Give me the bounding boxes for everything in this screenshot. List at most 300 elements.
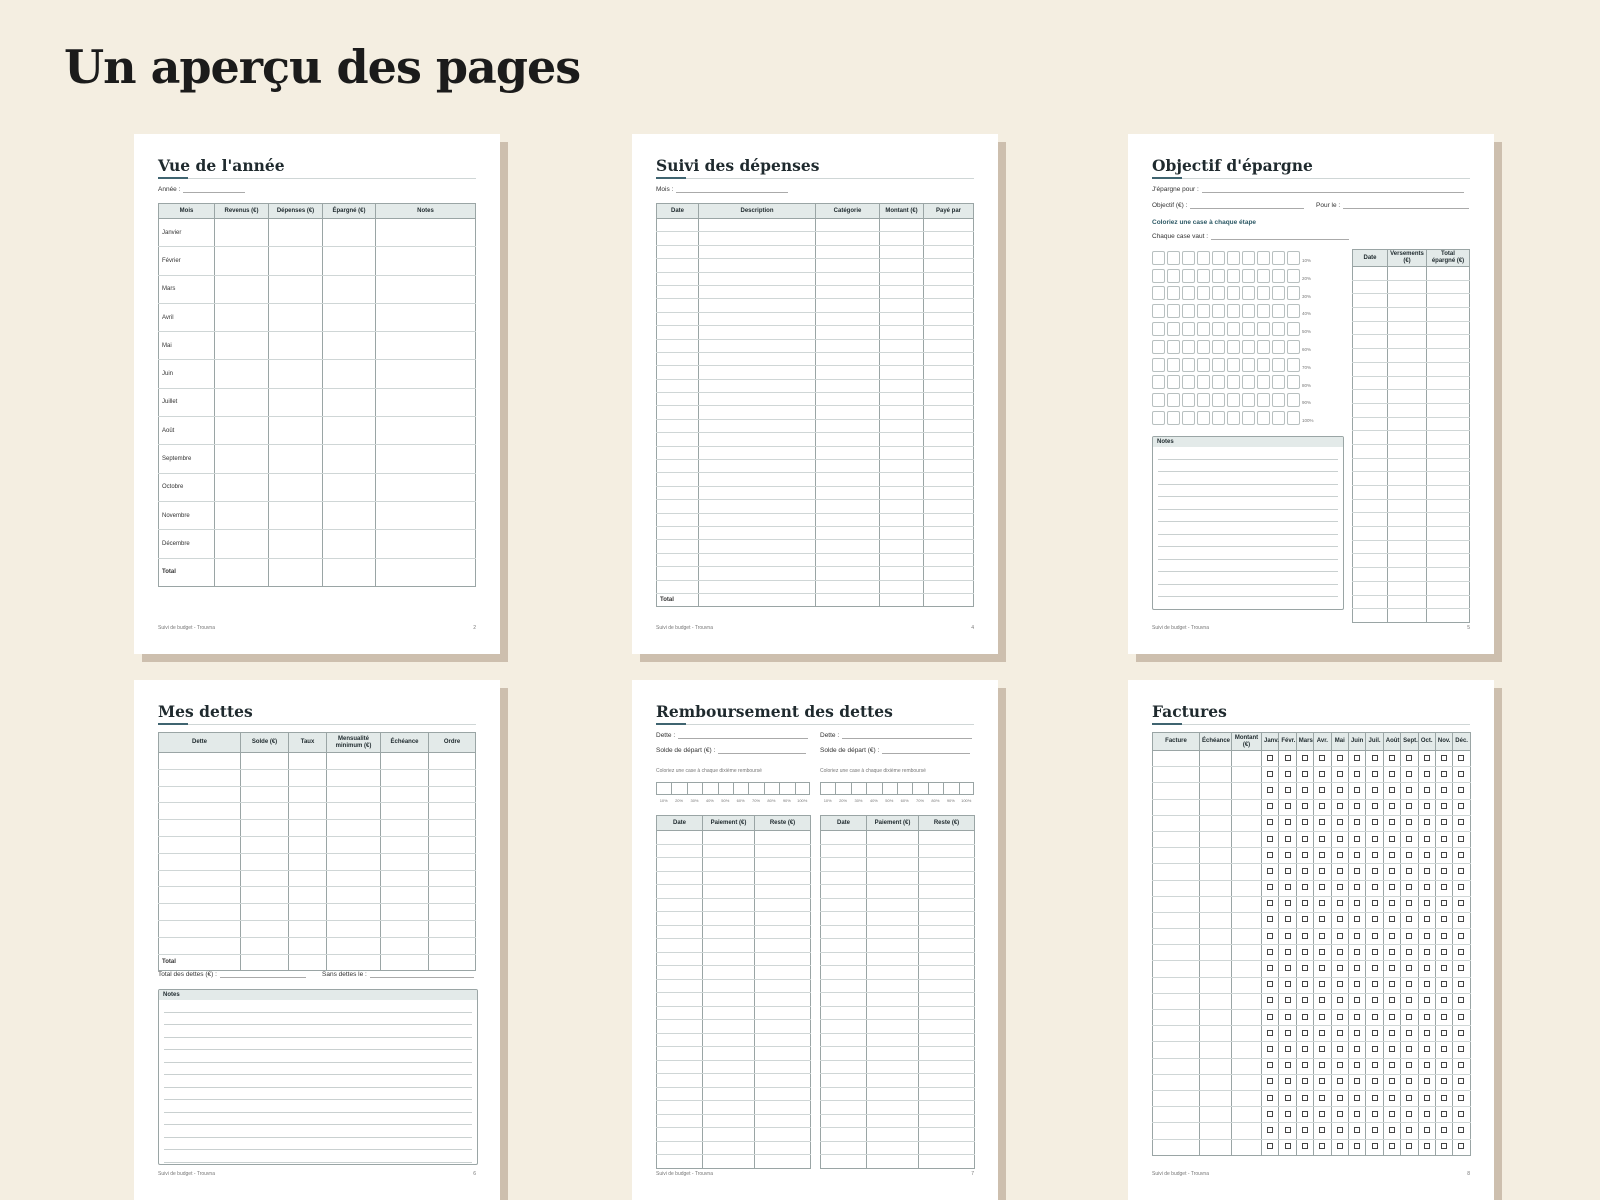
paid-checkbox[interactable] — [1372, 916, 1378, 922]
paid-checkbox[interactable] — [1285, 787, 1291, 793]
paid-checkbox[interactable] — [1319, 1143, 1325, 1149]
paid-checkbox[interactable] — [1285, 819, 1291, 825]
paid-checkbox[interactable] — [1389, 868, 1395, 874]
paid-checkbox[interactable] — [1389, 1014, 1395, 1020]
paid-checkbox[interactable] — [1319, 755, 1325, 761]
paid-checkbox[interactable] — [1441, 900, 1447, 906]
savings-box[interactable] — [1257, 304, 1270, 318]
savings-box[interactable] — [1272, 411, 1285, 425]
paid-checkbox[interactable] — [1372, 900, 1378, 906]
paid-checkbox[interactable] — [1319, 868, 1325, 874]
savings-box[interactable] — [1197, 340, 1210, 354]
paid-checkbox[interactable] — [1354, 771, 1360, 777]
savings-box[interactable] — [1212, 340, 1225, 354]
savings-box[interactable] — [1182, 340, 1195, 354]
paid-checkbox[interactable] — [1389, 787, 1395, 793]
paid-checkbox[interactable] — [1406, 803, 1412, 809]
paid-checkbox[interactable] — [1267, 997, 1273, 1003]
paid-checkbox[interactable] — [1319, 916, 1325, 922]
savings-box[interactable] — [1182, 286, 1195, 300]
paid-checkbox[interactable] — [1319, 1046, 1325, 1052]
paid-checkbox[interactable] — [1319, 1014, 1325, 1020]
savings-box[interactable] — [1167, 393, 1180, 407]
paid-checkbox[interactable] — [1406, 1078, 1412, 1084]
paid-checkbox[interactable] — [1441, 884, 1447, 890]
paid-checkbox[interactable] — [1458, 916, 1464, 922]
paid-checkbox[interactable] — [1458, 997, 1464, 1003]
paid-checkbox[interactable] — [1441, 965, 1447, 971]
paid-checkbox[interactable] — [1319, 1030, 1325, 1036]
paid-checkbox[interactable] — [1337, 1078, 1343, 1084]
savings-box[interactable] — [1272, 340, 1285, 354]
paid-checkbox[interactable] — [1302, 787, 1308, 793]
paid-checkbox[interactable] — [1267, 803, 1273, 809]
paid-checkbox[interactable] — [1458, 1111, 1464, 1117]
paid-checkbox[interactable] — [1285, 1046, 1291, 1052]
paid-checkbox[interactable] — [1458, 803, 1464, 809]
paid-checkbox[interactable] — [1354, 933, 1360, 939]
progress-box[interactable] — [671, 782, 686, 795]
paid-checkbox[interactable] — [1424, 949, 1430, 955]
paid-checkbox[interactable] — [1302, 1095, 1308, 1101]
paid-checkbox[interactable] — [1406, 836, 1412, 842]
paid-checkbox[interactable] — [1458, 1014, 1464, 1020]
paid-checkbox[interactable] — [1337, 755, 1343, 761]
paid-checkbox[interactable] — [1406, 1095, 1412, 1101]
paid-checkbox[interactable] — [1458, 836, 1464, 842]
paid-checkbox[interactable] — [1424, 819, 1430, 825]
savings-box[interactable] — [1227, 358, 1240, 372]
savings-box[interactable] — [1227, 375, 1240, 389]
paid-checkbox[interactable] — [1354, 1078, 1360, 1084]
savings-box[interactable] — [1212, 411, 1225, 425]
paid-checkbox[interactable] — [1354, 997, 1360, 1003]
paid-checkbox[interactable] — [1424, 803, 1430, 809]
paid-checkbox[interactable] — [1319, 1095, 1325, 1101]
savings-box[interactable] — [1287, 340, 1300, 354]
paid-checkbox[interactable] — [1302, 1062, 1308, 1068]
savings-box[interactable] — [1182, 251, 1195, 265]
savings-box[interactable] — [1242, 269, 1255, 283]
savings-box[interactable] — [1257, 322, 1270, 336]
paid-checkbox[interactable] — [1319, 836, 1325, 842]
paid-checkbox[interactable] — [1302, 836, 1308, 842]
paid-checkbox[interactable] — [1337, 1014, 1343, 1020]
paid-checkbox[interactable] — [1406, 1014, 1412, 1020]
paid-checkbox[interactable] — [1337, 949, 1343, 955]
paid-checkbox[interactable] — [1424, 852, 1430, 858]
progress-box[interactable] — [912, 782, 927, 795]
paid-checkbox[interactable] — [1337, 803, 1343, 809]
paid-checkbox[interactable] — [1441, 1046, 1447, 1052]
savings-box[interactable] — [1152, 393, 1165, 407]
paid-checkbox[interactable] — [1354, 1095, 1360, 1101]
paid-checkbox[interactable] — [1372, 1143, 1378, 1149]
savings-box[interactable] — [1272, 304, 1285, 318]
progress-box[interactable] — [702, 782, 717, 795]
paid-checkbox[interactable] — [1354, 981, 1360, 987]
paid-checkbox[interactable] — [1389, 997, 1395, 1003]
paid-checkbox[interactable] — [1267, 1046, 1273, 1052]
paid-checkbox[interactable] — [1389, 1143, 1395, 1149]
paid-checkbox[interactable] — [1337, 836, 1343, 842]
paid-checkbox[interactable] — [1458, 1127, 1464, 1133]
paid-checkbox[interactable] — [1302, 819, 1308, 825]
paid-checkbox[interactable] — [1441, 949, 1447, 955]
paid-checkbox[interactable] — [1424, 1111, 1430, 1117]
savings-box[interactable] — [1152, 358, 1165, 372]
paid-checkbox[interactable] — [1337, 884, 1343, 890]
paid-checkbox[interactable] — [1337, 900, 1343, 906]
paid-checkbox[interactable] — [1302, 803, 1308, 809]
progress-box[interactable] — [718, 782, 733, 795]
paid-checkbox[interactable] — [1285, 884, 1291, 890]
paid-checkbox[interactable] — [1406, 884, 1412, 890]
paid-checkbox[interactable] — [1458, 981, 1464, 987]
paid-checkbox[interactable] — [1458, 755, 1464, 761]
paid-checkbox[interactable] — [1424, 771, 1430, 777]
savings-box[interactable] — [1212, 375, 1225, 389]
savings-box[interactable] — [1152, 340, 1165, 354]
paid-checkbox[interactable] — [1441, 1127, 1447, 1133]
paid-checkbox[interactable] — [1372, 997, 1378, 1003]
paid-checkbox[interactable] — [1319, 900, 1325, 906]
paid-checkbox[interactable] — [1406, 852, 1412, 858]
savings-box[interactable] — [1167, 304, 1180, 318]
paid-checkbox[interactable] — [1354, 884, 1360, 890]
paid-checkbox[interactable] — [1389, 1078, 1395, 1084]
paid-checkbox[interactable] — [1458, 819, 1464, 825]
savings-box[interactable] — [1182, 411, 1195, 425]
paid-checkbox[interactable] — [1302, 868, 1308, 874]
paid-checkbox[interactable] — [1302, 1046, 1308, 1052]
paid-checkbox[interactable] — [1319, 771, 1325, 777]
paid-checkbox[interactable] — [1337, 1062, 1343, 1068]
progress-box[interactable] — [748, 782, 763, 795]
savings-box[interactable] — [1197, 251, 1210, 265]
paid-checkbox[interactable] — [1319, 852, 1325, 858]
paid-checkbox[interactable] — [1354, 1030, 1360, 1036]
paid-checkbox[interactable] — [1424, 868, 1430, 874]
paid-checkbox[interactable] — [1354, 852, 1360, 858]
paid-checkbox[interactable] — [1424, 981, 1430, 987]
paid-checkbox[interactable] — [1441, 1062, 1447, 1068]
paid-checkbox[interactable] — [1424, 1062, 1430, 1068]
paid-checkbox[interactable] — [1372, 1046, 1378, 1052]
paid-checkbox[interactable] — [1319, 803, 1325, 809]
paid-checkbox[interactable] — [1441, 1143, 1447, 1149]
paid-checkbox[interactable] — [1458, 868, 1464, 874]
paid-checkbox[interactable] — [1406, 771, 1412, 777]
paid-checkbox[interactable] — [1285, 1127, 1291, 1133]
progress-box[interactable] — [851, 782, 866, 795]
progress-box[interactable] — [795, 782, 810, 795]
paid-checkbox[interactable] — [1267, 787, 1273, 793]
paid-checkbox[interactable] — [1424, 755, 1430, 761]
paid-checkbox[interactable] — [1319, 1062, 1325, 1068]
paid-checkbox[interactable] — [1389, 1030, 1395, 1036]
paid-checkbox[interactable] — [1441, 836, 1447, 842]
paid-checkbox[interactable] — [1406, 933, 1412, 939]
paid-checkbox[interactable] — [1354, 868, 1360, 874]
paid-checkbox[interactable] — [1458, 852, 1464, 858]
paid-checkbox[interactable] — [1319, 997, 1325, 1003]
paid-checkbox[interactable] — [1406, 949, 1412, 955]
paid-checkbox[interactable] — [1302, 771, 1308, 777]
paid-checkbox[interactable] — [1302, 965, 1308, 971]
paid-checkbox[interactable] — [1354, 1046, 1360, 1052]
paid-checkbox[interactable] — [1389, 965, 1395, 971]
progress-box[interactable] — [656, 782, 671, 795]
paid-checkbox[interactable] — [1319, 981, 1325, 987]
paid-checkbox[interactable] — [1319, 1127, 1325, 1133]
paid-checkbox[interactable] — [1406, 819, 1412, 825]
savings-box[interactable] — [1182, 393, 1195, 407]
paid-checkbox[interactable] — [1424, 1078, 1430, 1084]
paid-checkbox[interactable] — [1354, 949, 1360, 955]
paid-checkbox[interactable] — [1372, 755, 1378, 761]
paid-checkbox[interactable] — [1458, 787, 1464, 793]
savings-box[interactable] — [1167, 340, 1180, 354]
savings-box[interactable] — [1212, 322, 1225, 336]
paid-checkbox[interactable] — [1389, 949, 1395, 955]
paid-checkbox[interactable] — [1354, 787, 1360, 793]
savings-box[interactable] — [1257, 393, 1270, 407]
paid-checkbox[interactable] — [1302, 1078, 1308, 1084]
paid-checkbox[interactable] — [1424, 965, 1430, 971]
savings-box[interactable] — [1287, 304, 1300, 318]
savings-box[interactable] — [1227, 340, 1240, 354]
savings-box[interactable] — [1182, 269, 1195, 283]
paid-checkbox[interactable] — [1389, 900, 1395, 906]
paid-checkbox[interactable] — [1372, 884, 1378, 890]
paid-checkbox[interactable] — [1458, 965, 1464, 971]
paid-checkbox[interactable] — [1337, 1143, 1343, 1149]
progress-box[interactable] — [928, 782, 943, 795]
savings-box[interactable] — [1212, 251, 1225, 265]
paid-checkbox[interactable] — [1406, 1030, 1412, 1036]
savings-box[interactable] — [1287, 251, 1300, 265]
paid-checkbox[interactable] — [1441, 1095, 1447, 1101]
paid-checkbox[interactable] — [1267, 916, 1273, 922]
paid-checkbox[interactable] — [1424, 836, 1430, 842]
progress-box[interactable] — [882, 782, 897, 795]
savings-box[interactable] — [1242, 358, 1255, 372]
savings-box[interactable] — [1257, 358, 1270, 372]
paid-checkbox[interactable] — [1267, 884, 1273, 890]
paid-checkbox[interactable] — [1458, 1095, 1464, 1101]
paid-checkbox[interactable] — [1285, 1030, 1291, 1036]
savings-box[interactable] — [1242, 322, 1255, 336]
paid-checkbox[interactable] — [1302, 755, 1308, 761]
paid-checkbox[interactable] — [1389, 1095, 1395, 1101]
paid-checkbox[interactable] — [1424, 1095, 1430, 1101]
paid-checkbox[interactable] — [1302, 1143, 1308, 1149]
savings-box[interactable] — [1287, 375, 1300, 389]
savings-box[interactable] — [1197, 358, 1210, 372]
paid-checkbox[interactable] — [1389, 836, 1395, 842]
paid-checkbox[interactable] — [1267, 949, 1273, 955]
paid-checkbox[interactable] — [1389, 916, 1395, 922]
paid-checkbox[interactable] — [1337, 1095, 1343, 1101]
savings-box[interactable] — [1182, 322, 1195, 336]
savings-box[interactable] — [1257, 286, 1270, 300]
paid-checkbox[interactable] — [1285, 981, 1291, 987]
paid-checkbox[interactable] — [1441, 1111, 1447, 1117]
savings-box[interactable] — [1272, 286, 1285, 300]
paid-checkbox[interactable] — [1441, 1030, 1447, 1036]
paid-checkbox[interactable] — [1424, 933, 1430, 939]
savings-box[interactable] — [1167, 375, 1180, 389]
paid-checkbox[interactable] — [1267, 1062, 1273, 1068]
paid-checkbox[interactable] — [1372, 868, 1378, 874]
savings-box[interactable] — [1272, 393, 1285, 407]
savings-box[interactable] — [1152, 286, 1165, 300]
progress-box[interactable] — [764, 782, 779, 795]
paid-checkbox[interactable] — [1406, 1143, 1412, 1149]
paid-checkbox[interactable] — [1302, 1030, 1308, 1036]
savings-box[interactable] — [1167, 286, 1180, 300]
paid-checkbox[interactable] — [1424, 1127, 1430, 1133]
progress-box[interactable] — [959, 782, 974, 795]
paid-checkbox[interactable] — [1267, 836, 1273, 842]
paid-checkbox[interactable] — [1337, 1127, 1343, 1133]
paid-checkbox[interactable] — [1441, 1014, 1447, 1020]
paid-checkbox[interactable] — [1441, 787, 1447, 793]
paid-checkbox[interactable] — [1389, 1111, 1395, 1117]
savings-box[interactable] — [1152, 251, 1165, 265]
paid-checkbox[interactable] — [1372, 1062, 1378, 1068]
paid-checkbox[interactable] — [1389, 755, 1395, 761]
paid-checkbox[interactable] — [1267, 819, 1273, 825]
progress-box[interactable] — [687, 782, 702, 795]
paid-checkbox[interactable] — [1406, 981, 1412, 987]
paid-checkbox[interactable] — [1372, 836, 1378, 842]
paid-checkbox[interactable] — [1458, 1046, 1464, 1052]
paid-checkbox[interactable] — [1302, 1127, 1308, 1133]
paid-checkbox[interactable] — [1319, 819, 1325, 825]
paid-checkbox[interactable] — [1406, 916, 1412, 922]
paid-checkbox[interactable] — [1424, 1143, 1430, 1149]
paid-checkbox[interactable] — [1267, 1143, 1273, 1149]
savings-box[interactable] — [1167, 358, 1180, 372]
paid-checkbox[interactable] — [1441, 997, 1447, 1003]
paid-checkbox[interactable] — [1337, 1111, 1343, 1117]
paid-checkbox[interactable] — [1302, 1111, 1308, 1117]
paid-checkbox[interactable] — [1302, 933, 1308, 939]
savings-box[interactable] — [1212, 393, 1225, 407]
paid-checkbox[interactable] — [1389, 819, 1395, 825]
paid-checkbox[interactable] — [1389, 1127, 1395, 1133]
paid-checkbox[interactable] — [1267, 981, 1273, 987]
paid-checkbox[interactable] — [1458, 771, 1464, 777]
savings-box[interactable] — [1272, 269, 1285, 283]
savings-box[interactable] — [1182, 375, 1195, 389]
paid-checkbox[interactable] — [1319, 1111, 1325, 1117]
paid-checkbox[interactable] — [1441, 868, 1447, 874]
paid-checkbox[interactable] — [1354, 900, 1360, 906]
paid-checkbox[interactable] — [1389, 981, 1395, 987]
paid-checkbox[interactable] — [1267, 933, 1273, 939]
paid-checkbox[interactable] — [1285, 836, 1291, 842]
savings-box[interactable] — [1287, 411, 1300, 425]
paid-checkbox[interactable] — [1406, 787, 1412, 793]
paid-checkbox[interactable] — [1267, 1111, 1273, 1117]
paid-checkbox[interactable] — [1267, 852, 1273, 858]
paid-checkbox[interactable] — [1372, 1030, 1378, 1036]
paid-checkbox[interactable] — [1319, 933, 1325, 939]
savings-box[interactable] — [1212, 358, 1225, 372]
paid-checkbox[interactable] — [1354, 1062, 1360, 1068]
paid-checkbox[interactable] — [1458, 949, 1464, 955]
savings-box[interactable] — [1227, 286, 1240, 300]
savings-box[interactable] — [1227, 411, 1240, 425]
progress-box[interactable] — [779, 782, 794, 795]
savings-box[interactable] — [1167, 251, 1180, 265]
paid-checkbox[interactable] — [1267, 1095, 1273, 1101]
paid-checkbox[interactable] — [1285, 771, 1291, 777]
paid-checkbox[interactable] — [1354, 1143, 1360, 1149]
progress-box[interactable] — [835, 782, 850, 795]
paid-checkbox[interactable] — [1337, 997, 1343, 1003]
paid-checkbox[interactable] — [1424, 916, 1430, 922]
paid-checkbox[interactable] — [1441, 933, 1447, 939]
paid-checkbox[interactable] — [1319, 965, 1325, 971]
savings-box[interactable] — [1197, 269, 1210, 283]
paid-checkbox[interactable] — [1372, 852, 1378, 858]
paid-checkbox[interactable] — [1302, 981, 1308, 987]
savings-box[interactable] — [1182, 358, 1195, 372]
progress-box[interactable] — [820, 782, 835, 795]
paid-checkbox[interactable] — [1458, 1143, 1464, 1149]
savings-box[interactable] — [1212, 269, 1225, 283]
paid-checkbox[interactable] — [1406, 755, 1412, 761]
savings-box[interactable] — [1272, 251, 1285, 265]
paid-checkbox[interactable] — [1285, 852, 1291, 858]
savings-box[interactable] — [1272, 322, 1285, 336]
paid-checkbox[interactable] — [1389, 771, 1395, 777]
savings-box[interactable] — [1287, 322, 1300, 336]
paid-checkbox[interactable] — [1424, 1014, 1430, 1020]
paid-checkbox[interactable] — [1267, 1030, 1273, 1036]
savings-box[interactable] — [1212, 304, 1225, 318]
paid-checkbox[interactable] — [1337, 1030, 1343, 1036]
paid-checkbox[interactable] — [1354, 755, 1360, 761]
paid-checkbox[interactable] — [1372, 1111, 1378, 1117]
savings-box[interactable] — [1227, 251, 1240, 265]
paid-checkbox[interactable] — [1285, 1143, 1291, 1149]
paid-checkbox[interactable] — [1302, 852, 1308, 858]
paid-checkbox[interactable] — [1354, 1111, 1360, 1117]
savings-box[interactable] — [1227, 393, 1240, 407]
paid-checkbox[interactable] — [1424, 900, 1430, 906]
savings-box[interactable] — [1242, 251, 1255, 265]
paid-checkbox[interactable] — [1372, 819, 1378, 825]
paid-checkbox[interactable] — [1441, 981, 1447, 987]
paid-checkbox[interactable] — [1285, 916, 1291, 922]
paid-checkbox[interactable] — [1285, 1111, 1291, 1117]
savings-box[interactable] — [1242, 411, 1255, 425]
paid-checkbox[interactable] — [1372, 787, 1378, 793]
paid-checkbox[interactable] — [1441, 755, 1447, 761]
savings-box[interactable] — [1167, 411, 1180, 425]
paid-checkbox[interactable] — [1424, 1030, 1430, 1036]
paid-checkbox[interactable] — [1458, 1030, 1464, 1036]
paid-checkbox[interactable] — [1406, 1111, 1412, 1117]
paid-checkbox[interactable] — [1424, 997, 1430, 1003]
paid-checkbox[interactable] — [1372, 771, 1378, 777]
paid-checkbox[interactable] — [1354, 836, 1360, 842]
